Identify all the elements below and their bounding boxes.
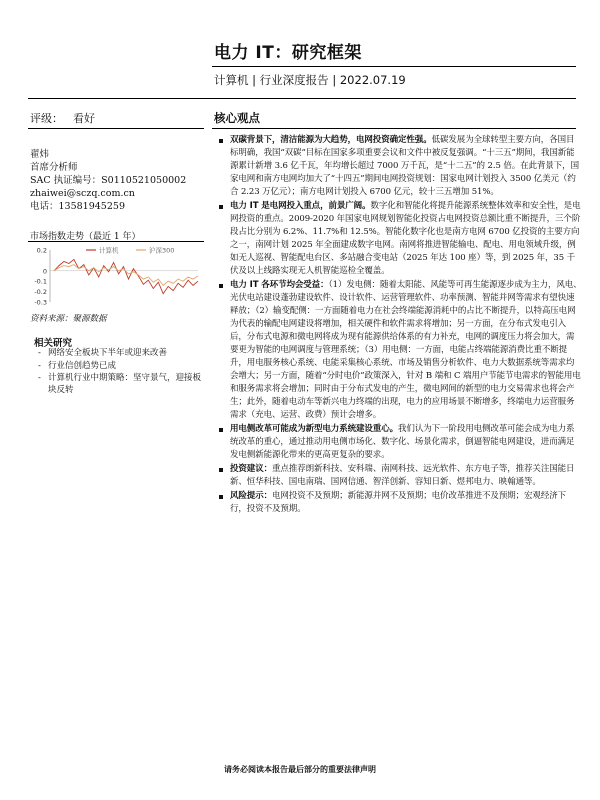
rating [30,110,95,126]
core-view-item [214,490,582,516]
related-research-item[interactable]: - 行业信创趋势已成 [36,361,204,373]
core-view-heading: 用电侧改革可能成为新型电力系统建设重心。 [230,424,399,434]
core-view-text: （1）发电侧：随着太阳能、风能等可再生能源逐步成为主力，风电、光伏电站建设蓬勃建设软件、设计软件、运营管理软件、功率预测、智能并网等需求有望快速释放；（2）输变配侧：一方面随着电力在社会终端能源消耗中的占比不断提升，以特高压电网为代表的输配电网建设将增加，相关硬件和软件需求将增加；另一方面，在分布式发电引入后，分布式电源和微电网将成为现有能源供给体系的有力补充，电网的调度压力将会加大，需要更为智能的电网调度与管理系统；（3）用电侧：一方面，电能占终端能源消费比重不断提升，用电服务核心系统、电能采集核心系统、市场及销售分析软件、电力大数据系统等需求均会增大；另一方面，随着“分时电价”政策深入，针对 B 端和 C 端用户节能节电需求的智能用电和服务需求将会增加；同时由于分布式发电的产生，微电网间的新型的电力交易需求也将会产生；此外，随着电动车等新兴电力终端的出现，电力的应用场景不断增多，终端电力运营服务需求（充电、运营、政费）预计会增多。 [230,280,582,420]
analyst-block [30,148,186,213]
core-view-item [214,200,582,278]
core-view-text: 重点推荐朗新科技、安科瑞、南网科技、远光软件、东方电子等，推荐关注国能日新、恒华科技、国电南瑞、国网信通、智洋创新、容知日新、煜邦电力、映翰通等。 [230,464,575,487]
core-view-heading: 电力 IT 是电网投入重点，前景广阔。 [230,201,371,211]
legal-disclaimer: 请务必阅读本报告最后部分的重要法律声明 [224,764,376,774]
chart-series-line [54,265,198,286]
title-divider [212,66,576,67]
chart-y-tick-label: -0.3 [34,298,47,306]
chart-divider [28,241,204,242]
chart-source: 资料来源：聚源数据 [30,314,107,324]
chart-y-tick-label: -0.2 [34,288,47,297]
related-research-list [36,348,204,397]
analyst-phone: 电话：13581945259 [30,201,125,212]
chart-legend-label: 计算机 [99,246,119,255]
report-subtitle: 计算机 | 行业深度报告 | 2022.07.19 [214,73,406,87]
chart-svg [28,244,204,306]
analyst-name: 翟炜 [30,149,50,160]
chart-caption: 市场指数走势（最近 1 年） [30,232,141,242]
analyst-sac-number: SAC 执证编号：S0110521050002 [30,175,187,186]
header-divider [28,98,576,99]
core-view-text: 电网投资不及预期；新能源并网不及预期；电价改革推进不及预期；宏观经济下行，投资不及预期。 [230,491,567,514]
core-view-item [214,279,582,422]
chart-y-tick-label: -0.1 [34,277,47,286]
core-view-item [214,423,582,462]
core-view-item [214,463,582,489]
related-research-item[interactable]: - 计算机行业中期策略：坚守景气，迎接板块反转 [36,373,204,396]
related-research-title: 相关研究 [34,338,73,349]
core-views-list [214,134,582,517]
core-views-title: 核心观点 [214,111,260,125]
related-research-item[interactable]: - 网络安全板块下半年或迎来改善 [36,348,204,360]
analyst-email[interactable]: zhaiwei@sczq.com.cn [30,188,135,199]
core-view-heading: 投资建议： [230,464,273,474]
chart-y-tick-label: 0.2 [36,246,47,255]
core-views-divider [212,128,576,129]
rating-label: 评级： [30,112,63,125]
analyst-title: 首席分析师 [30,162,78,173]
core-view-heading: 双碳背景下，清洁能源为大趋势，电网投资确定性强。 [230,135,432,145]
core-view-text: 我们认为下一阶段用电侧改革可能会成为电力系统改革的重心，通过推动用电侧市场化、数字化、场景化需求，倒逼智能电网建设，进而满足发电侧新能源化带来的更高更复杂的要求。 [230,424,575,460]
market-index-chart [28,244,204,306]
core-view-heading: 风险提示： [230,491,273,501]
chart-y-tick-label: 0 [42,267,47,276]
rating-divider [28,128,204,129]
report-title: 电力 IT：研究框架 [214,43,362,63]
core-view-item [214,134,582,199]
chart-series-line [54,259,198,293]
chart-legend-label: 沪深300 [149,246,175,255]
core-view-heading: 电力 IT 各环节均会受益： [230,280,329,290]
core-view-text: 低碳发展为全球转型主要方向，各国目标明确，我国“双碳”目标在国家多项重要会议和文件中被反复强调。“十三五”期间，我国新能源累计新增 3.6 亿千瓦，年均增长超过 7000 万千瓦，是“十二五”的 2.5 倍。在此背景下，国家电网和南方电网均加大了“十四五”期间电网投资规划：国家电网计划投入 3500 亿美元（约合 2.23 万亿元）；南方电网计划投入 6700 亿元，较十三五增加 51%。 [230,135,579,197]
core-view-text: 数字化和智能化将提升能源系统整体效率和安全性，是电网投资的重点。2009-2020 年国家电网规划智能化投资占电网投资总额比重不断提升，三个阶段占比分别为 6.2%、11.7%和 12.5%。智能化数字化也是南方电网 6700 亿投资的主要方向之一，南网计划 2025 年全面建成数字电网。南网将推进智能输电、配电、用电领域升级，例如无人巡视、智能配电台区、多站融合变电站（2025 年达 100 座）等，到 2025 年，35 千伏及以上线路实现无人机智能巡检全覆盖。 [230,201,581,276]
rating-value: 看好 [73,112,95,125]
